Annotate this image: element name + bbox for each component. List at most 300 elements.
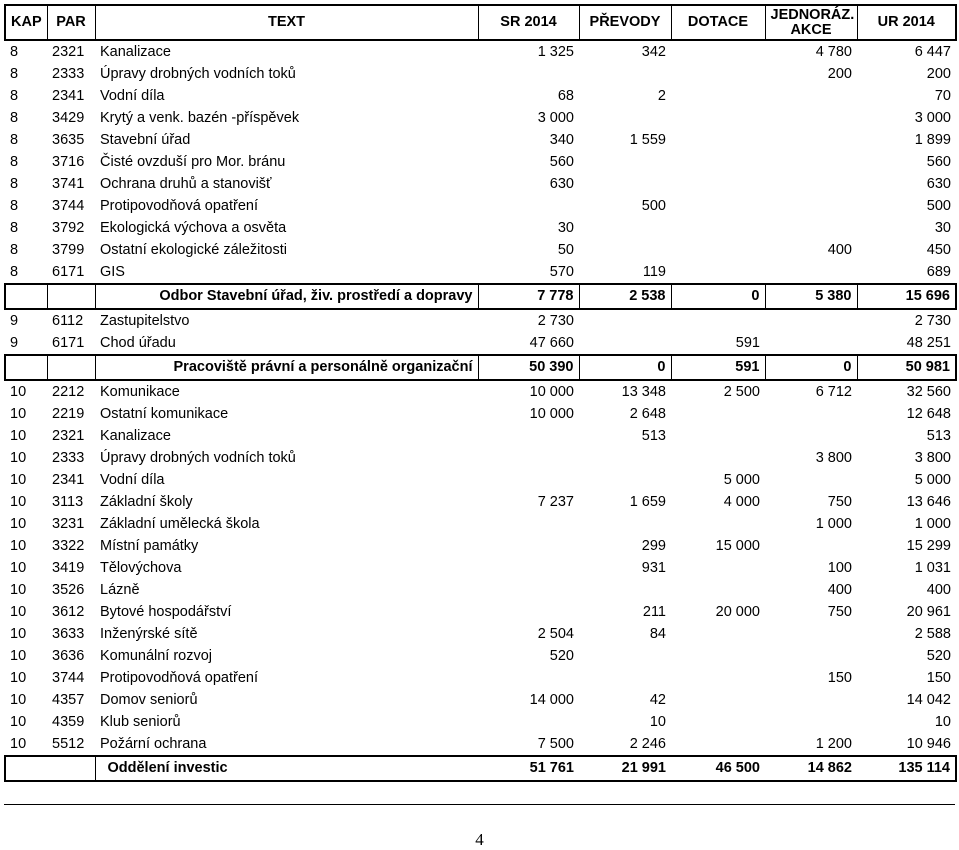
total-akce: 14 862 [765,756,857,781]
cell-par: 3741 [52,175,85,192]
cell-sr: 68 [557,87,574,104]
table-row [5,579,956,601]
cell-dotace [671,107,765,129]
cell-prevody [579,151,671,173]
cell-ur: 630 [926,175,951,192]
cell-text: Klub seniorů [100,713,181,730]
cell-text: Základní umělecká škola [100,515,260,532]
cell-kap: 10 [10,383,27,400]
table-row [5,239,956,261]
header-par: PAR [47,5,95,40]
cell-par: 2333 [52,65,85,82]
cell-ur: 20 961 [906,603,951,620]
cell-akce: 750 [827,603,852,620]
cell-akce [765,173,857,195]
table-row [5,645,956,667]
header-kap: KAP [5,5,47,40]
cell-kap: 9 [10,312,19,329]
cell-text: Ekologická výchova a osvěta [100,219,287,236]
cell-akce: 4 780 [815,43,852,60]
cell-text: Úpravy drobných vodních toků [100,65,296,82]
cell-prevody: 1 559 [629,131,666,148]
cell-dotace [671,579,765,601]
total-dotace: 46 500 [671,756,765,781]
cell-akce: 6 712 [815,383,852,400]
cell-akce [765,711,857,733]
cell-par: 6171 [52,334,85,351]
cell-dotace [671,623,765,645]
table-row [5,195,956,217]
cell-par: 5512 [52,735,85,752]
cell-text: GIS [100,263,125,280]
cell-ur: 3 800 [914,449,951,466]
cell-prevody: 342 [641,43,666,60]
cell-dotace [671,151,765,173]
cell-text: Domov seniorů [100,691,198,708]
cell-par: 4357 [52,691,85,708]
cell-ur: 15 299 [906,537,951,554]
cell-prevody: 2 246 [629,735,666,752]
cell-par: 3612 [52,603,85,620]
cell-kap: 10 [10,625,27,642]
cell-text: Zastupitelstvo [100,312,190,329]
cell-ur: 14 042 [906,691,951,708]
table-row [5,107,956,129]
header-text: TEXT [95,5,478,40]
cell-prevody: 1 659 [629,493,666,510]
cell-par: 3633 [52,625,85,642]
cell-prevody [579,217,671,239]
cell-kap: 8 [10,109,19,126]
cell-ur: 150 [926,669,951,686]
cell-kap: 10 [10,515,27,532]
header-prevody: PŘEVODY [579,5,671,40]
cell-par: 3635 [52,131,85,148]
cell-prevody [579,309,671,332]
cell-akce [765,645,857,667]
table-body [5,40,956,781]
bottom-divider-line [4,804,955,805]
cell-akce [765,425,857,447]
cell-text: Ochrana druhů a stanovišť [100,175,272,192]
total-akce: 0 [765,355,857,380]
table-row [5,403,956,425]
cell-par: 3744 [52,669,85,686]
cell-akce: 1 200 [815,735,852,752]
cell-dotace [671,173,765,195]
table-row [5,667,956,689]
cell-akce: 750 [827,493,852,510]
cell-kap: 9 [10,334,19,351]
cell-text: Ostatní komunikace [100,405,229,422]
cell-par: 2321 [52,43,85,60]
cell-prevody [579,667,671,689]
cell-prevody [579,107,671,129]
cell-text: Požární ochrana [100,735,207,752]
cell-dotace: 2 500 [723,383,760,400]
cell-dotace [671,711,765,733]
cell-prevody [579,239,671,261]
subtotal-row [5,284,956,309]
header-jednoraz-akce: JEDNORÁZ. AKCE [765,5,857,40]
cell-par: 3636 [52,647,85,664]
header-ur-2014: UR 2014 [857,5,956,40]
cell-sr [478,557,579,579]
cell-par: 2219 [52,405,85,422]
cell-sr: 630 [549,175,574,192]
cell-dotace [671,239,765,261]
cell-blank [5,756,95,781]
cell-akce: 150 [827,669,852,686]
cell-dotace [671,309,765,332]
cell-ur: 10 [934,713,951,730]
cell-prevody: 119 [642,263,666,280]
cell-akce: 3 800 [815,449,852,466]
cell-akce: 400 [827,241,852,258]
total-sr: 50 390 [478,355,579,380]
cell-blank [5,355,47,380]
cell-sr: 560 [549,153,574,170]
cell-sr [478,601,579,623]
cell-sr [478,513,579,535]
cell-dotace [671,261,765,284]
table-row [5,557,956,579]
cell-par: 2333 [52,449,85,466]
cell-par: 3429 [52,109,85,126]
cell-kap: 8 [10,131,19,148]
cell-text: Tělovýchova [100,559,182,576]
cell-ur: 5 000 [914,471,951,488]
cell-ur: 13 646 [906,493,951,510]
table-row [5,535,956,557]
cell-prevody [579,63,671,85]
cell-akce [765,332,857,355]
table-row [5,309,956,332]
cell-par: 2341 [52,87,85,104]
cell-prevody: 931 [641,559,666,576]
cell-dotace [671,403,765,425]
cell-par: 3716 [52,153,85,170]
table-row [5,733,956,756]
cell-sr: 2 504 [537,625,574,642]
table-row [5,332,956,355]
cell-par: 3744 [52,197,85,214]
table-row [5,261,956,284]
total-prevody: 2 538 [579,284,671,309]
cell-kap: 8 [10,87,19,104]
cell-text: Kanalizace [100,43,171,60]
cell-text: Protipovodňová opatření [100,197,258,214]
cell-dotace [671,40,765,63]
cell-sr: 10 000 [529,383,574,400]
cell-ur: 1 899 [914,131,951,148]
cell-text: Inženýrské sítě [100,625,198,642]
cell-akce [765,309,857,332]
cell-prevody: 13 348 [621,383,666,400]
cell-akce [765,85,857,107]
grand-total-row [5,756,956,781]
cell-kap: 10 [10,713,27,730]
cell-par: 2212 [52,383,85,400]
cell-text: Bytové hospodářství [100,603,232,620]
cell-kap: 10 [10,691,27,708]
cell-prevody [579,579,671,601]
cell-kap: 8 [10,65,19,82]
cell-akce [765,217,857,239]
cell-prevody: 42 [649,691,666,708]
cell-ur: 1 031 [914,559,951,576]
cell-ur: 3 000 [914,109,951,126]
cell-kap: 10 [10,449,27,466]
cell-text: Komunikace [100,383,180,400]
cell-sr: 7 237 [537,493,574,510]
cell-ur: 2 588 [914,625,951,642]
total-dotace: 591 [671,355,765,380]
cell-akce [765,623,857,645]
cell-sr: 50 [557,241,574,258]
table-row [5,711,956,733]
cell-text: Úpravy drobných vodních toků [100,449,296,466]
cell-ur: 6 447 [914,43,951,60]
cell-sr: 570 [549,263,574,280]
cell-text: Komunální rozvoj [100,647,213,664]
cell-sr: 10 000 [529,405,574,422]
cell-sr [478,425,579,447]
cell-par: 2341 [52,471,85,488]
cell-ur: 689 [926,263,951,280]
cell-ur: 500 [926,197,951,214]
cell-par: 3113 [52,493,84,510]
cell-kap: 8 [10,263,19,280]
cell-ur: 400 [926,581,951,598]
table-row [5,601,956,623]
cell-sr [478,711,579,733]
total-label: Odbor Stavební úřad, živ. prostředí a dopravy [95,284,478,309]
cell-akce [765,195,857,217]
cell-text: Základní školy [100,493,193,510]
cell-kap: 10 [10,427,27,444]
total-ur: 15 696 [857,284,956,309]
cell-dotace: 20 000 [715,603,760,620]
cell-sr: 47 660 [529,334,574,351]
cell-sr [478,667,579,689]
cell-sr [478,63,579,85]
cell-sr: 14 000 [529,691,574,708]
cell-text: Kanalizace [100,427,171,444]
table-row [5,173,956,195]
cell-kap: 10 [10,669,27,686]
cell-akce: 100 [827,559,852,576]
cell-text: Protipovodňová opatření [100,669,258,686]
cell-dotace [671,447,765,469]
table-row [5,151,956,173]
cell-ur: 10 946 [906,735,951,752]
cell-akce [765,129,857,151]
cell-text: Chod úřadu [100,334,176,351]
header-dotace: DOTACE [671,5,765,40]
cell-kap: 8 [10,43,19,60]
table-row [5,380,956,403]
cell-par: 6112 [52,312,84,329]
table-row [5,491,956,513]
cell-dotace [671,425,765,447]
cell-prevody: 10 [649,713,666,730]
cell-kap: 8 [10,153,19,170]
cell-sr: 7 500 [537,735,574,752]
cell-ur: 513 [926,427,951,444]
cell-text: Čisté ovzduší pro Mor. bránu [100,153,286,170]
cell-prevody: 500 [641,197,666,214]
cell-blank [5,284,47,309]
table-row [5,129,956,151]
cell-kap: 8 [10,241,19,258]
cell-kap: 10 [10,405,27,422]
cell-dotace [671,129,765,151]
cell-akce [765,535,857,557]
cell-ur: 32 560 [906,383,951,400]
subtotal-row [5,355,956,380]
cell-dotace [671,85,765,107]
table-row [5,623,956,645]
total-sr: 51 761 [478,756,579,781]
budget-table [4,4,957,782]
cell-kap: 10 [10,647,27,664]
cell-prevody [579,645,671,667]
cell-dotace [671,557,765,579]
total-dotace: 0 [671,284,765,309]
total-prevody: 21 991 [579,756,671,781]
cell-prevody [579,332,671,355]
cell-dotace [671,513,765,535]
cell-par: 3526 [52,581,85,598]
cell-text: Krytý a venk. bazén -příspěvek [100,109,300,126]
cell-dotace [671,195,765,217]
cell-sr [478,447,579,469]
total-label: Oddělení investic [95,756,478,781]
cell-ur: 70 [934,87,951,104]
cell-prevody [579,173,671,195]
cell-dotace [671,645,765,667]
cell-kap: 10 [10,581,27,598]
table-row [5,447,956,469]
table-row [5,425,956,447]
total-ur: 135 114 [857,756,956,781]
cell-prevody: 211 [642,603,666,620]
cell-text: Vodní díla [100,471,165,488]
cell-prevody: 299 [641,537,666,554]
cell-par: 3419 [52,559,85,576]
cell-akce [765,403,857,425]
cell-dotace [671,63,765,85]
cell-akce [765,151,857,173]
cell-ur: 560 [926,153,951,170]
cell-sr [478,469,579,491]
cell-kap: 10 [10,493,27,510]
cell-text: Lázně [100,581,140,598]
total-ur: 50 981 [857,355,956,380]
cell-sr: 340 [549,131,574,148]
cell-ur: 12 648 [906,405,951,422]
total-akce: 5 380 [765,284,857,309]
cell-akce [765,261,857,284]
header-sr-2014: SR 2014 [478,5,579,40]
cell-par: 2321 [52,427,85,444]
cell-akce [765,107,857,129]
cell-akce [765,689,857,711]
cell-akce [765,469,857,491]
cell-dotace: 5 000 [723,471,760,488]
table-row [5,63,956,85]
cell-blank [47,284,95,309]
cell-par: 3231 [52,515,85,532]
cell-ur: 450 [926,241,951,258]
cell-kap: 10 [10,559,27,576]
cell-par: 3799 [52,241,85,258]
table-row [5,469,956,491]
cell-kap: 8 [10,197,19,214]
table-row [5,689,956,711]
cell-kap: 10 [10,603,27,620]
cell-sr [478,579,579,601]
cell-akce: 200 [827,65,852,82]
cell-prevody [579,447,671,469]
cell-kap: 10 [10,537,27,554]
header-row [5,5,956,40]
cell-prevody: 2 648 [629,405,666,422]
cell-sr: 30 [557,219,574,236]
table-row [5,513,956,535]
cell-prevody [579,469,671,491]
page-number: 4 [475,830,484,849]
cell-text: Vodní díla [100,87,165,104]
cell-sr: 2 730 [537,312,574,329]
cell-prevody: 2 [657,87,666,104]
cell-text: Ostatní ekologické záležitosti [100,241,287,258]
cell-ur: 200 [926,65,951,82]
cell-kap: 10 [10,471,27,488]
total-prevody: 0 [579,355,671,380]
total-label: Pracoviště právní a personálně organizační [95,355,478,380]
cell-ur: 48 251 [906,334,951,351]
table-row [5,40,956,63]
cell-par: 3792 [52,219,85,236]
cell-sr [478,195,579,217]
total-sr: 7 778 [478,284,579,309]
cell-ur: 520 [926,647,951,664]
cell-par: 3322 [52,537,85,554]
cell-kap: 8 [10,175,19,192]
cell-kap: 8 [10,219,19,236]
cell-sr: 520 [549,647,574,664]
cell-dotace [671,667,765,689]
cell-par: 4359 [52,713,85,730]
cell-dotace [671,217,765,239]
cell-prevody: 513 [641,427,666,444]
cell-sr: 1 325 [537,43,574,60]
cell-dotace: 4 000 [723,493,760,510]
cell-par: 6171 [52,263,85,280]
cell-text: Místní památky [100,537,199,554]
cell-prevody [579,513,671,535]
cell-dotace: 591 [735,334,760,351]
cell-text: Stavební úřad [100,131,191,148]
cell-dotace [671,733,765,756]
cell-akce: 1 000 [815,515,852,532]
cell-dotace [671,689,765,711]
table-row [5,85,956,107]
cell-kap: 10 [10,735,27,752]
cell-sr [478,535,579,557]
